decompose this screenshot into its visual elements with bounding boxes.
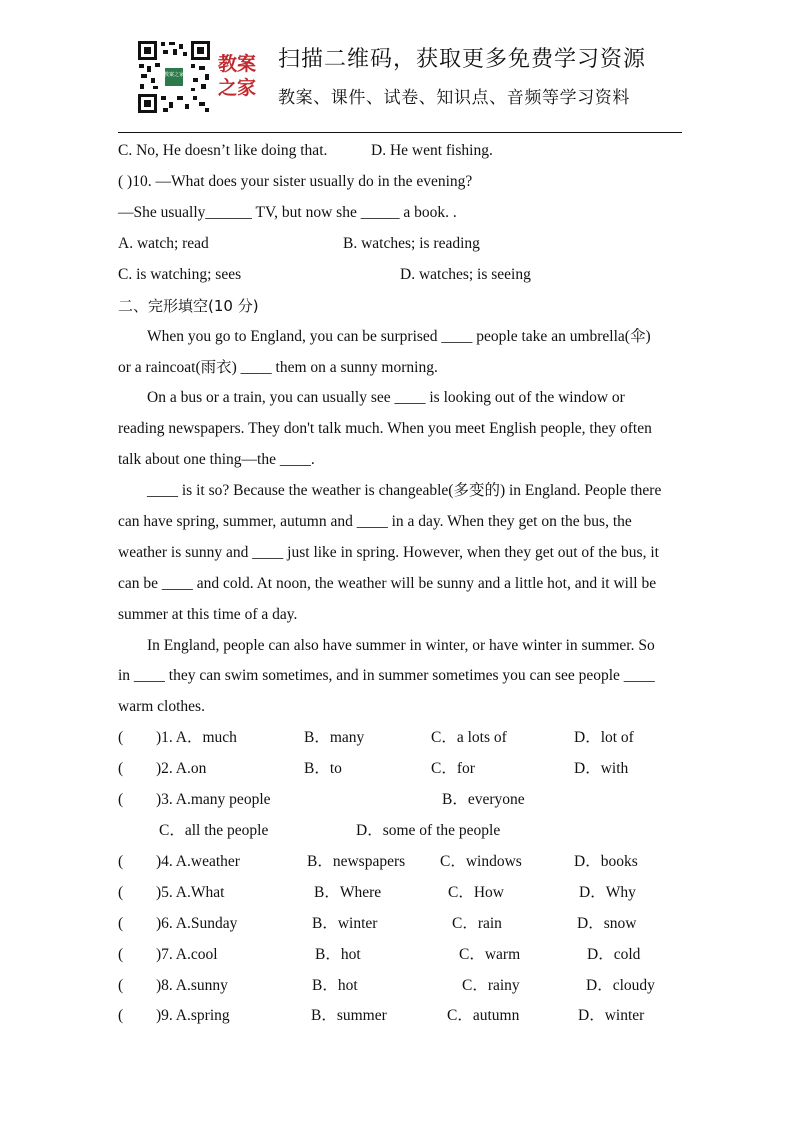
passage-p1-line-1: When you go to England, you can be surprised ____ people take an umbrella(伞) [147, 328, 651, 345]
cloze-6-paren: ( [118, 915, 124, 932]
cloze-1-option-d: D．lot of [574, 729, 634, 746]
cloze-9-option-c: C．autumn [447, 1007, 520, 1024]
passage-p3-line-4: can be ____ and cold. At noon, the weather will be sunny and a little hot, and it will be [118, 575, 657, 592]
cloze-2-paren: ( [118, 760, 124, 777]
logo-line-1: 教案 [218, 53, 257, 75]
cloze-3-option-a: )3. A.many people [156, 791, 271, 808]
cloze-2-option-b: B．to [304, 760, 342, 777]
passage-p3-line-3: weather is sunny and ____ just like in spring. However, when they get out of the bus, it [118, 544, 659, 561]
q10-line-2: —She usually______ TV, but now she _____ a book. . [118, 204, 457, 221]
passage-p2-line-2: reading newspapers. They don't talk much. When you meet English people, they often [118, 420, 652, 437]
cloze-7-option-c: C．warm [459, 946, 521, 963]
cloze-2-option-c: C．for [431, 760, 475, 777]
cloze-4-option-b: B．newspapers [307, 853, 406, 870]
q9-option-c: C. No, He doesn’t like doing that. [118, 142, 328, 159]
cloze-2-option-a: )2. A.on [156, 760, 207, 777]
cloze-9-option-b: B．summer [311, 1007, 387, 1024]
cloze-3-option-d: D．some of the people [356, 822, 501, 839]
q9-option-d: D. He went fishing. [371, 142, 493, 159]
cloze-6-option-b: B．winter [312, 915, 378, 932]
q10-option-b: B. watches; is reading [343, 235, 480, 252]
cloze-8-option-a: )8. A.sunny [156, 977, 228, 994]
cloze-9-option-a: )9. A.spring [156, 1007, 230, 1024]
cloze-3-paren: ( [118, 791, 124, 808]
page-header [0, 0, 800, 140]
cloze-4-option-a: )4. A.weather [156, 853, 240, 870]
passage-p1-line-2: or a raincoat(雨衣) ____ them on a sunny morning. [118, 359, 438, 376]
cloze-8-paren: ( [118, 977, 124, 994]
site-logo [218, 52, 270, 100]
cloze-8-option-c: C．rainy [462, 977, 520, 994]
cloze-5-option-a: )5. A.What [156, 884, 225, 901]
cloze-5-paren: ( [118, 884, 124, 901]
passage-p2-line-1: On a bus or a train, you can usually see ____ is looking out of the window or [147, 389, 625, 406]
cloze-6-option-d: D．snow [577, 915, 637, 932]
header-tagline-2: 教案、课件、试卷、知识点、音频等学习资料 [278, 88, 630, 108]
q10-option-a: A. watch; read [118, 235, 209, 252]
header-divider [118, 132, 682, 133]
cloze-8-option-d: D．cloudy [586, 977, 655, 994]
cloze-1-option-c: C．a lots of [431, 729, 507, 746]
cloze-3-option-c: C．all the people [159, 822, 269, 839]
cloze-1-paren: ( [118, 729, 124, 746]
cloze-7-option-a: )7. A.cool [156, 946, 218, 963]
q10-stem: ( )10. —What does your sister usually do in the evening? [118, 173, 473, 190]
section-2-title: 二、完形填空(10 分) [118, 297, 259, 315]
cloze-7-option-b: B．hot [315, 946, 361, 963]
passage-p2-line-3: talk about one thing—the ____. [118, 451, 315, 468]
cloze-4-option-d: D．books [574, 853, 638, 870]
logo-line-2: 之家 [218, 77, 257, 99]
qr-code-icon [137, 40, 211, 114]
cloze-5-option-b: B．Where [314, 884, 382, 901]
cloze-5-option-c: C．How [448, 884, 504, 901]
cloze-3-option-b: B．everyone [442, 791, 525, 808]
cloze-9-paren: ( [118, 1007, 124, 1024]
cloze-6-option-c: C．rain [452, 915, 502, 932]
passage-p3-line-5: summer at this time of a day. [118, 606, 298, 623]
cloze-8-option-b: B．hot [312, 977, 358, 994]
cloze-1-option-a: )1. A．much [156, 729, 237, 746]
header-tagline-1: 扫描二维码，获取更多免费学习资源 [278, 47, 647, 72]
cloze-7-option-d: D．cold [587, 946, 641, 963]
cloze-6-option-a: )6. A.Sunday [156, 915, 238, 932]
passage-p4-line-3: warm clothes. [118, 698, 205, 715]
cloze-7-paren: ( [118, 946, 124, 963]
passage-p4-line-2: in ____ they can swim sometimes, and in summer sometimes you can see people ____ [118, 667, 655, 684]
passage-p3-line-2: can have spring, summer, autumn and ____ in a day. When they get on the bus, the [118, 513, 632, 530]
cloze-2-option-d: D．with [574, 760, 629, 777]
cloze-5-option-d: D．Why [579, 884, 636, 901]
cloze-9-option-d: D．winter [578, 1007, 645, 1024]
passage-p3-line-1: ____ is it so? Because the weather is changeable(多变的) in England. People there [147, 482, 662, 499]
q10-option-d: D. watches; is seeing [400, 266, 531, 283]
passage-p4-line-1: In England, people can also have summer in winter, or have winter in summer. So [147, 637, 655, 654]
cloze-4-option-c: C．windows [440, 853, 522, 870]
cloze-1-option-b: B．many [304, 729, 365, 746]
cloze-4-paren: ( [118, 853, 124, 870]
qr-center-label: 教案之家 [163, 72, 185, 78]
q10-option-c: C. is watching; sees [118, 266, 242, 283]
